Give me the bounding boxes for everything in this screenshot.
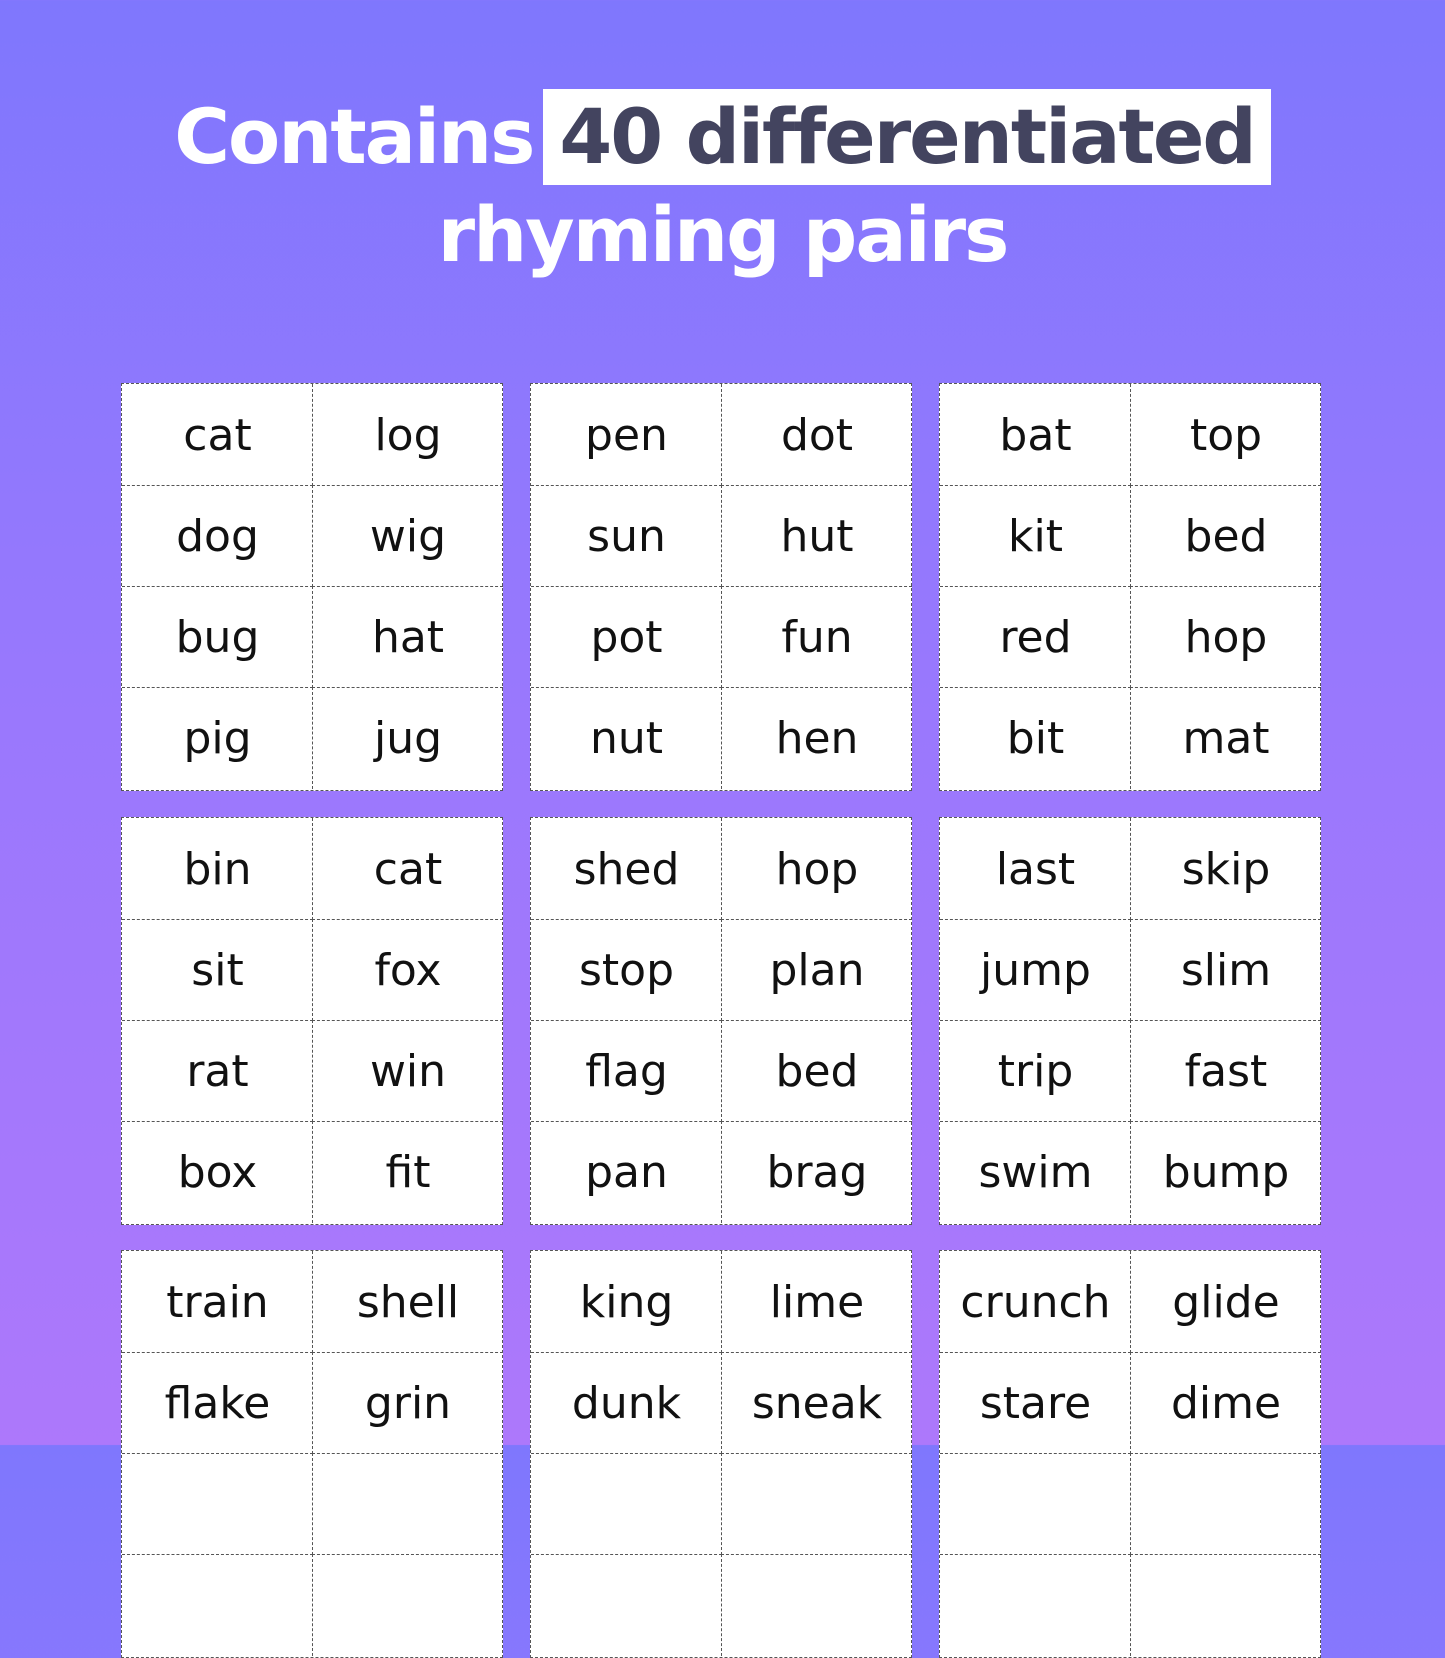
word-cell: sit [122, 919, 313, 1021]
word-cell: shed [573, 843, 680, 895]
word-cell: pan [531, 1121, 722, 1223]
word-cell: fast [1130, 1020, 1321, 1122]
title-highlight: 40 differentiated [543, 89, 1270, 185]
word-cell: grin [312, 1352, 503, 1454]
word-cell: sun [531, 485, 722, 587]
word-cell [940, 1453, 1131, 1555]
word-cell: king [579, 1276, 674, 1328]
word-cell: hop [1130, 586, 1321, 688]
word-card [121, 817, 503, 1225]
word-cell: red [940, 586, 1131, 688]
word-cell: bit [940, 687, 1131, 789]
word-cell: win [312, 1020, 503, 1122]
word-cell [531, 1554, 722, 1656]
word-cell [940, 1554, 1131, 1656]
word-cell [312, 1554, 503, 1656]
word-card [530, 383, 912, 791]
word-cell: brag [721, 1121, 912, 1223]
word-cell: dunk [531, 1352, 722, 1454]
title-prefix: Contains [174, 92, 534, 181]
word-cell: fit [312, 1121, 503, 1223]
word-cell: hat [312, 586, 503, 688]
word-cell: flag [531, 1020, 722, 1122]
word-cell: bed [1130, 485, 1321, 587]
word-cell: dime [1130, 1352, 1321, 1454]
word-cell: lime [721, 1251, 912, 1353]
word-cell: dot [721, 384, 912, 486]
word-card [121, 383, 503, 791]
word-cell: rat [122, 1020, 313, 1122]
word-cell: bat [999, 409, 1072, 461]
word-card [530, 817, 912, 1225]
word-cell: fun [721, 586, 912, 688]
word-cell: train [166, 1276, 269, 1328]
word-cell: pot [531, 586, 722, 688]
word-cell: wig [312, 485, 503, 587]
word-cell: crunch [960, 1276, 1111, 1328]
page-title [0, 88, 1445, 284]
word-card [939, 383, 1321, 791]
word-cell: flake [122, 1352, 313, 1454]
word-cell: sneak [721, 1352, 912, 1454]
word-cell: bug [122, 586, 313, 688]
word-cell: bin [183, 843, 252, 895]
word-cell: hut [721, 485, 912, 587]
word-cell [721, 1554, 912, 1656]
word-cell: bump [1130, 1121, 1321, 1223]
title-line-2: rhyming pairs [437, 190, 1008, 279]
word-cell: swim [940, 1121, 1131, 1223]
word-card [121, 1250, 503, 1658]
title-line-1 [0, 88, 1445, 186]
word-cell: bed [721, 1020, 912, 1122]
word-cell: nut [531, 687, 722, 789]
word-cell [1130, 1453, 1321, 1555]
word-cell: last [995, 843, 1076, 895]
word-cell: hen [721, 687, 912, 789]
word-cell: trip [940, 1020, 1131, 1122]
word-card [939, 817, 1321, 1225]
word-cell: log [312, 384, 503, 486]
word-cell: pen [585, 409, 668, 461]
word-cell: stop [531, 919, 722, 1021]
word-cell: stare [940, 1352, 1131, 1454]
word-card [939, 1250, 1321, 1658]
word-cell: plan [721, 919, 912, 1021]
word-cell: top [1130, 384, 1321, 486]
word-cell: box [122, 1121, 313, 1223]
word-cell: shell [312, 1251, 503, 1353]
word-cell [312, 1453, 503, 1555]
word-cell: jug [312, 687, 503, 789]
word-cell: kit [940, 485, 1131, 587]
word-cell: pig [122, 687, 313, 789]
word-cell [122, 1554, 313, 1656]
word-cell: skip [1130, 818, 1321, 920]
word-cell: glide [1130, 1251, 1321, 1353]
word-cell [1130, 1554, 1321, 1656]
word-cell: hop [721, 818, 912, 920]
word-cell: mat [1130, 687, 1321, 789]
word-cell: dog [122, 485, 313, 587]
word-cell: slim [1130, 919, 1321, 1021]
word-cell [122, 1453, 313, 1555]
word-card [530, 1250, 912, 1658]
word-cell: fox [312, 919, 503, 1021]
word-cell: cat [312, 818, 503, 920]
word-cell: jump [940, 919, 1131, 1021]
word-cell: cat [183, 409, 252, 461]
word-cell [531, 1453, 722, 1555]
word-cell [721, 1453, 912, 1555]
